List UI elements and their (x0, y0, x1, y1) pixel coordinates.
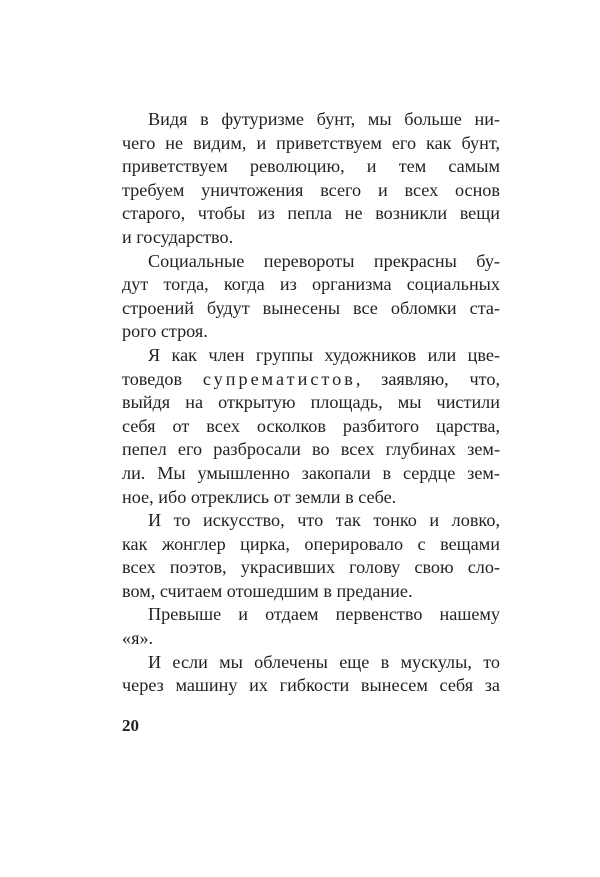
paragraph-6-line-1: И если мы облечены еще в мускулы, то (148, 651, 500, 672)
paragraph-3-line-6: ли. Мы умышленно закопали в сердце зем- (122, 462, 500, 483)
paragraph-4-line-1: И то искусство, что так тонко и ловко, (148, 510, 500, 531)
paragraph-4-line-3: всех поэтов, украсивших голову свою сло- (122, 557, 500, 578)
paragraph-3-line-3: выйдя на открытую площадь, мы чистили (122, 392, 500, 413)
paragraph-2-line-1: Социальные перевороты прекрасны бу- (148, 250, 500, 271)
paragraph-3-line-7: ное, ибо отреклись от земли в себе. (122, 486, 397, 507)
spaced-word-suprematists: супрематистов (202, 368, 356, 389)
paragraph-4-line-4: вом, считаем отошедшим в предание. (122, 580, 413, 601)
paragraph-3-line-4: себя от всех осколков разбитого царства, (122, 415, 500, 436)
paragraph-2-line-3: строений будут вынесены все обломки ста- (122, 297, 500, 318)
paragraph-1-line-6: и государство. (122, 226, 234, 247)
paragraph-1-line-2: чего не видим, и приветствуем его как бунт, (122, 132, 500, 153)
spaced-suffix: , заявляю, что, (355, 368, 500, 389)
paragraph-3-line-5: пепел его разбросали во всех глубинах зем- (122, 439, 500, 460)
paragraph-5-line-2: «я». (122, 628, 154, 649)
paragraph-5-line-1: Превыше и отдаем первенство нашему (148, 604, 500, 625)
body-text (122, 108, 500, 698)
paragraph-1-line-5: старого, чтобы из пепла не возникли вещи (122, 203, 500, 224)
paragraph-3-line-1: Я как член группы художников или цве- (148, 344, 500, 365)
paragraph-4-line-2: как жонглер цирка, оперировало с вещами (122, 533, 500, 554)
paragraph-2-line-4: рого строя. (122, 321, 208, 342)
page-number: 20 (122, 716, 139, 735)
paragraph-6-line-2: через машину их гибкости вынесем себя за (122, 675, 500, 696)
paragraph-3-line-2 (122, 368, 500, 392)
paragraph-2-line-2: дут тогда, когда из организма социальных (122, 274, 500, 295)
paragraph-1-line-4: требуем уничтожения всего и всех основ (122, 179, 500, 200)
paragraph-1-line-1: Видя в футуризме бунт, мы больше ни- (148, 109, 500, 129)
spaced-prefix: товедов (122, 368, 203, 389)
paragraph-1-line-3: приветствуем революцию, и тем самым (122, 156, 500, 177)
